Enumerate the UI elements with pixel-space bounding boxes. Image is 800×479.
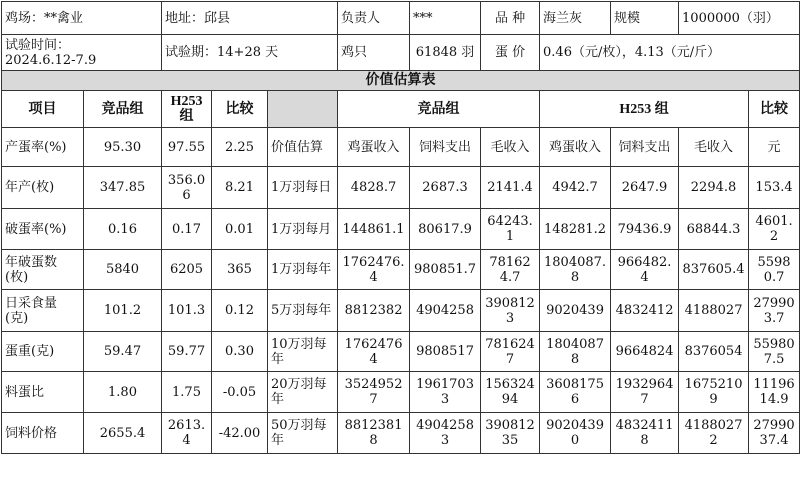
row-gross-b: 4188027: [679, 290, 749, 332]
person-value: ***: [410, 2, 481, 35]
farm-name: 鸡场：**禽业: [2, 2, 162, 35]
row-gross-a: 3908123: [481, 290, 540, 332]
row-item: 年产(枚): [2, 167, 84, 209]
row-h253-value: 101.3: [162, 290, 212, 332]
header-row: [2, 91, 800, 128]
row-egg-income-b: 1804087.8: [540, 250, 611, 290]
scale-value: 1000000（羽）: [679, 2, 800, 35]
row-item: 蛋重(克): [2, 332, 84, 372]
row-competitor-value: 2655.4: [84, 413, 162, 454]
row-scope: 50万羽每年: [268, 413, 338, 454]
row-h253-value: 6205: [162, 250, 212, 290]
sub-header-egg-income-a: 鸡蛋收入: [338, 128, 410, 167]
row-scope: 1万羽每日: [268, 167, 338, 209]
egg-price-label: 蛋 价: [481, 35, 540, 71]
table-row: [2, 372, 800, 413]
egg-price-value: 0.46（元/枚），4.13（元/斤）: [540, 35, 800, 71]
row-scope: 10万羽每年: [268, 332, 338, 372]
row-egg-income-b: 36081756: [540, 372, 611, 413]
row-compare-value: -0.05: [212, 372, 268, 413]
sub-header-scope: 价值估算: [268, 128, 338, 167]
row-item: 产蛋率(%): [2, 128, 84, 167]
title-row: [2, 71, 800, 91]
table-row: [2, 128, 800, 167]
row-item: 日采食量(克): [2, 290, 84, 332]
row-competitor-value: 59.47: [84, 332, 162, 372]
sub-header-egg-income-b: 鸡蛋收入: [540, 128, 611, 167]
row-competitor-value: 101.2: [84, 290, 162, 332]
row-gross-a: 64243.1: [481, 209, 540, 250]
header-blank-cell: [268, 91, 338, 128]
row-feed-cost-a: 9808517: [410, 332, 481, 372]
col-header-h253: H253组: [162, 91, 212, 128]
breed-label: 品 种: [481, 2, 540, 35]
row-egg-income-b: 148281.2: [540, 209, 611, 250]
row-feed-cost-b: 966482.4: [611, 250, 679, 290]
row-egg-income-b: 18040878: [540, 332, 611, 372]
row-scope: 5万羽每年: [268, 290, 338, 332]
table-row: [2, 332, 800, 372]
info-row-1: [2, 2, 800, 35]
row-item: 饲料价格: [2, 413, 84, 454]
table-row: [2, 290, 800, 332]
row-gross-b: 8376054: [679, 332, 749, 372]
row-feed-cost-b: 4832412: [611, 290, 679, 332]
row-gross-b: 2294.8: [679, 167, 749, 209]
sub-header-feed-cost-b: 饲料支出: [611, 128, 679, 167]
row-h253-value: 2613.4: [162, 413, 212, 454]
row-egg-income-b: 9020439: [540, 290, 611, 332]
group-header-competitor: 竞品组: [338, 91, 540, 128]
row-gross-b: 16752109: [679, 372, 749, 413]
row-diff: 4601.2: [749, 209, 800, 250]
row-feed-cost-a: 980851.7: [410, 250, 481, 290]
table-row: [2, 167, 800, 209]
row-diff: 559807.5: [749, 332, 800, 372]
row-gross-b: 68844.3: [679, 209, 749, 250]
row-gross-a: 7816247: [481, 332, 540, 372]
col-header-competitor: 竞品组: [84, 91, 162, 128]
trial-time: [2, 35, 162, 71]
group-header-h253: H253 组: [540, 91, 749, 128]
chickens-value: 61848 羽: [410, 35, 481, 71]
row-egg-income-a: 35249527: [338, 372, 410, 413]
row-egg-income-a: 144861.1: [338, 209, 410, 250]
row-diff: 2799037.4: [749, 413, 800, 454]
trial-time-label: 试验时间：: [5, 37, 71, 53]
row-feed-cost-a: 19617033: [410, 372, 481, 413]
row-egg-income-a: 8812382: [338, 290, 410, 332]
row-item: 破蛋率(%): [2, 209, 84, 250]
row-gross-a: 39081235: [481, 413, 540, 454]
row-feed-cost-b: 9664824: [611, 332, 679, 372]
row-diff: 1119614.9: [749, 372, 800, 413]
row-item: 年破蛋数(枚): [2, 250, 84, 290]
row-scope: 20万羽每年: [268, 372, 338, 413]
row-gross-a: 15632494: [481, 372, 540, 413]
row-h253-value: 97.55: [162, 128, 212, 167]
trial-period: 试验期：14+28 天: [162, 35, 338, 71]
row-competitor-value: 95.30: [84, 128, 162, 167]
row-compare-value: -42.00: [212, 413, 268, 454]
row-gross-b: 41880272: [679, 413, 749, 454]
row-feed-cost-a: 49042583: [410, 413, 481, 454]
row-competitor-value: 1.80: [84, 372, 162, 413]
row-feed-cost-a: 4904258: [410, 290, 481, 332]
row-scope: 1万羽每年: [268, 250, 338, 290]
info-row-2: [2, 35, 800, 71]
table-row: [2, 250, 800, 290]
address: 地址：邱县: [162, 2, 338, 35]
row-scope: 1万羽每月: [268, 209, 338, 250]
row-feed-cost-b: 2647.9: [611, 167, 679, 209]
sub-header-gross-b: 毛收入: [679, 128, 749, 167]
row-egg-income-a: 1762476.4: [338, 250, 410, 290]
row-competitor-value: 5840: [84, 250, 162, 290]
row-egg-income-a: 88123818: [338, 413, 410, 454]
table-title: 价值估算表: [2, 71, 800, 91]
row-diff: 55980.7: [749, 250, 800, 290]
row-compare-value: 0.12: [212, 290, 268, 332]
row-compare-value: 0.01: [212, 209, 268, 250]
row-gross-a: 2141.4: [481, 167, 540, 209]
scale-label: 规模: [611, 2, 679, 35]
row-diff: 153.4: [749, 167, 800, 209]
row-gross-b: 837605.4: [679, 250, 749, 290]
trial-time-value: 2024.6.12-7.9: [5, 52, 97, 68]
row-diff: 279903.7: [749, 290, 800, 332]
row-gross-a: 781624.7: [481, 250, 540, 290]
value-estimation-table: [1, 1, 800, 454]
row-egg-income-a: 17624764: [338, 332, 410, 372]
breed-value: 海兰灰: [540, 2, 611, 35]
row-h253-value: 59.77: [162, 332, 212, 372]
group-header-compare: 比较: [749, 91, 800, 128]
row-egg-income-a: 4828.7: [338, 167, 410, 209]
row-h253-value: 1.75: [162, 372, 212, 413]
sub-header-gross-a: 毛收入: [481, 128, 540, 167]
row-feed-cost-b: 48324118: [611, 413, 679, 454]
row-compare-value: 365: [212, 250, 268, 290]
col-header-item: 项目: [2, 91, 84, 128]
row-competitor-value: 347.85: [84, 167, 162, 209]
row-egg-income-b: 4942.7: [540, 167, 611, 209]
row-item: 料蛋比: [2, 372, 84, 413]
row-feed-cost-a: 80617.9: [410, 209, 481, 250]
row-compare-value: 8.21: [212, 167, 268, 209]
row-feed-cost-b: 79436.9: [611, 209, 679, 250]
row-h253-value: 356.06: [162, 167, 212, 209]
row-feed-cost-b: 19329647: [611, 372, 679, 413]
sub-header-unit: 元: [749, 128, 800, 167]
row-competitor-value: 0.16: [84, 209, 162, 250]
row-compare-value: 0.30: [212, 332, 268, 372]
person-label: 负责人: [338, 2, 410, 35]
table-row: [2, 209, 800, 250]
table-row: [2, 413, 800, 454]
row-feed-cost-a: 2687.3: [410, 167, 481, 209]
row-egg-income-b: 90204390: [540, 413, 611, 454]
sub-header-feed-cost-a: 饲料支出: [410, 128, 481, 167]
col-header-compare: 比较: [212, 91, 268, 128]
chickens-label: 鸡只: [338, 35, 410, 71]
row-h253-value: 0.17: [162, 209, 212, 250]
row-compare-value: 2.25: [212, 128, 268, 167]
